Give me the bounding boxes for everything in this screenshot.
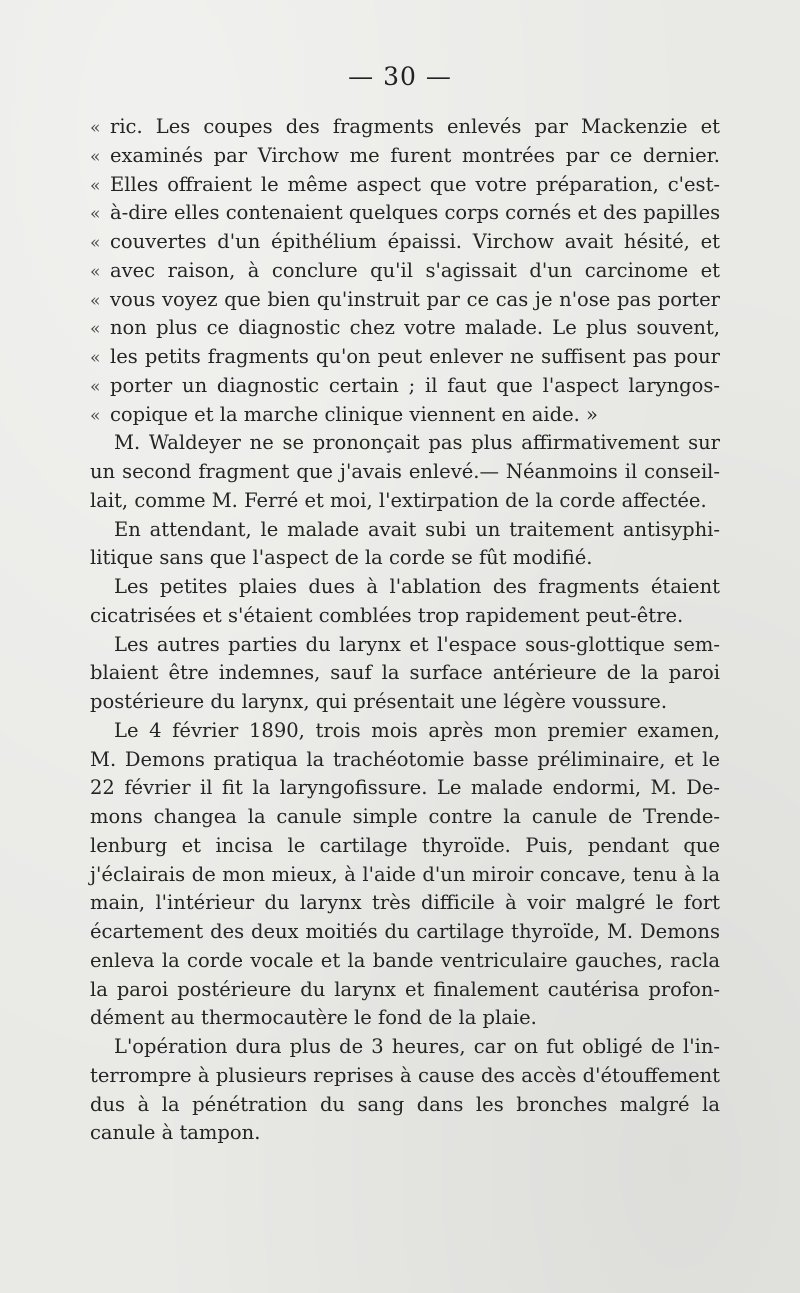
guillemet: « <box>90 175 101 196</box>
text-line: En attendant, le malade avait subi un traitement antisyphi- <box>114 517 720 541</box>
text-line: un second fragment que j'avais enlevé.— Néanmoins il conseil- <box>90 460 720 483</box>
quote-line-text: examinés par Virchow me furent montrées par ce dernier. <box>110 143 720 167</box>
guillemet: « <box>90 348 101 368</box>
text-line: mons changea la canule simple contre la canule de Trende- <box>90 805 720 828</box>
text-line: Les autres parties du larynx et l'espace sous-glottique sem- <box>114 632 720 656</box>
quotation <box>90 113 720 429</box>
quote-line-text: vous voyez que bien qu'instruit par ce cas je n'ose pas porter <box>110 287 720 311</box>
quote-line-text: non plus ce diagnostic chez votre malade. Le plus souvent, <box>110 316 720 340</box>
text-line: j'éclairais de mon mieux, à l'aide d'un miroir concave, tenu à la <box>90 862 720 886</box>
quote-line <box>90 257 720 286</box>
quote-line <box>90 142 720 171</box>
quote-line <box>90 314 720 343</box>
text-line: canule à tampon. <box>90 1121 261 1145</box>
guillemet: « <box>90 233 101 253</box>
paragraph <box>90 717 720 1033</box>
paragraph <box>90 573 720 631</box>
text-line: M. Waldeyer ne se prononçait pas plus affirmativement sur <box>114 431 720 455</box>
quote-line-text: Elles offraient le même aspect que votre préparation, c'est- <box>110 172 720 196</box>
quote-line <box>90 343 720 372</box>
text-line: dément au thermocautère le fond de la plaie. <box>90 1006 537 1030</box>
quote-line <box>90 199 720 228</box>
text-line: terrompre à plusieurs reprises à cause des accès d'étouffement <box>90 1063 720 1087</box>
text-line: cicatrisées et s'étaient comblées trop rapidement peut-être. <box>90 603 684 627</box>
text-line: dus à la pénétration du sang dans les bronches malgré la <box>90 1092 720 1116</box>
text-line: main, l'intérieur du larynx très difficile à voir malgré le fort <box>90 891 720 915</box>
text-line: écartement des deux moitiés du cartilage thyroïde, M. Demons <box>90 920 720 943</box>
text-line: litique sans que l'aspect de la corde se fût modifié. <box>90 546 593 570</box>
text-line: blaient être indemnes, sauf la surface antérieure de la paroi <box>90 661 720 685</box>
guillemet: « <box>90 146 101 167</box>
quote-line <box>90 171 720 200</box>
text-line: Le 4 février 1890, trois mois après mon premier examen, <box>114 718 720 742</box>
guillemet: « <box>90 405 101 426</box>
quote-line-text: couvertes d'un épithélium épaissi. Virchow avait hésité, et <box>110 230 720 253</box>
page-number: — 30 — <box>348 62 452 91</box>
text-line: postérieure du larynx, qui présentait une légère voussure. <box>90 690 668 713</box>
text-line: la paroi postérieure du larynx et finalement cautérisa profon- <box>90 977 720 1001</box>
guillemet: « <box>90 204 101 225</box>
quote-line <box>90 113 720 142</box>
guillemet: « <box>90 290 101 311</box>
paragraph <box>90 429 720 515</box>
text-line: enleva la corde vocale et la bande ventriculaire gauches, racla <box>90 948 720 972</box>
quote-line-text: à-dire elles contenaient quelques corps cornés et des papilles <box>110 201 721 225</box>
text-line: lenburg et incisa le cartilage thyroïde. Puis, pendant que <box>90 833 720 857</box>
text-line: lait, comme M. Ferré et moi, l'extirpation de la corde affectée. <box>90 488 707 512</box>
paragraph <box>90 631 720 717</box>
guillemet: « <box>90 376 101 397</box>
quote-line-text: ric. Les coupes des fragments enlevés par Mackenzie et <box>110 115 720 138</box>
quote-line-text: porter un diagnostic certain ; il faut que l'aspect laryngos- <box>110 373 720 397</box>
guillemet: « <box>90 319 101 340</box>
guillemet: « <box>90 118 101 138</box>
quote-line <box>90 286 720 315</box>
quote-line-text: copique et la marche clinique viennent en aide. » <box>110 402 598 426</box>
paragraph <box>90 516 720 574</box>
guillemet: « <box>90 261 101 282</box>
quote-line <box>90 372 720 401</box>
text-line: L'opération dura plus de 3 heures, car on fut obligé de l'in- <box>114 1035 720 1058</box>
quote-line <box>90 228 720 257</box>
text-line: M. Demons pratiqua la trachéotomie basse préliminaire, et le <box>90 747 720 771</box>
text-line: Les petites plaies dues à l'ablation des fragments étaient <box>114 575 720 598</box>
quote-line <box>90 401 720 430</box>
paragraph <box>90 1033 720 1148</box>
body-text <box>90 113 720 1148</box>
quote-line-text: les petits fragments qu'on peut enlever ne suffisent pas pour <box>110 345 720 368</box>
quote-line-text: avec raison, à conclure qu'il s'agissait d'un carcinome et <box>110 258 720 282</box>
text-line: 22 février il fit la laryngofissure. Le malade endormi, M. De- <box>90 776 720 800</box>
